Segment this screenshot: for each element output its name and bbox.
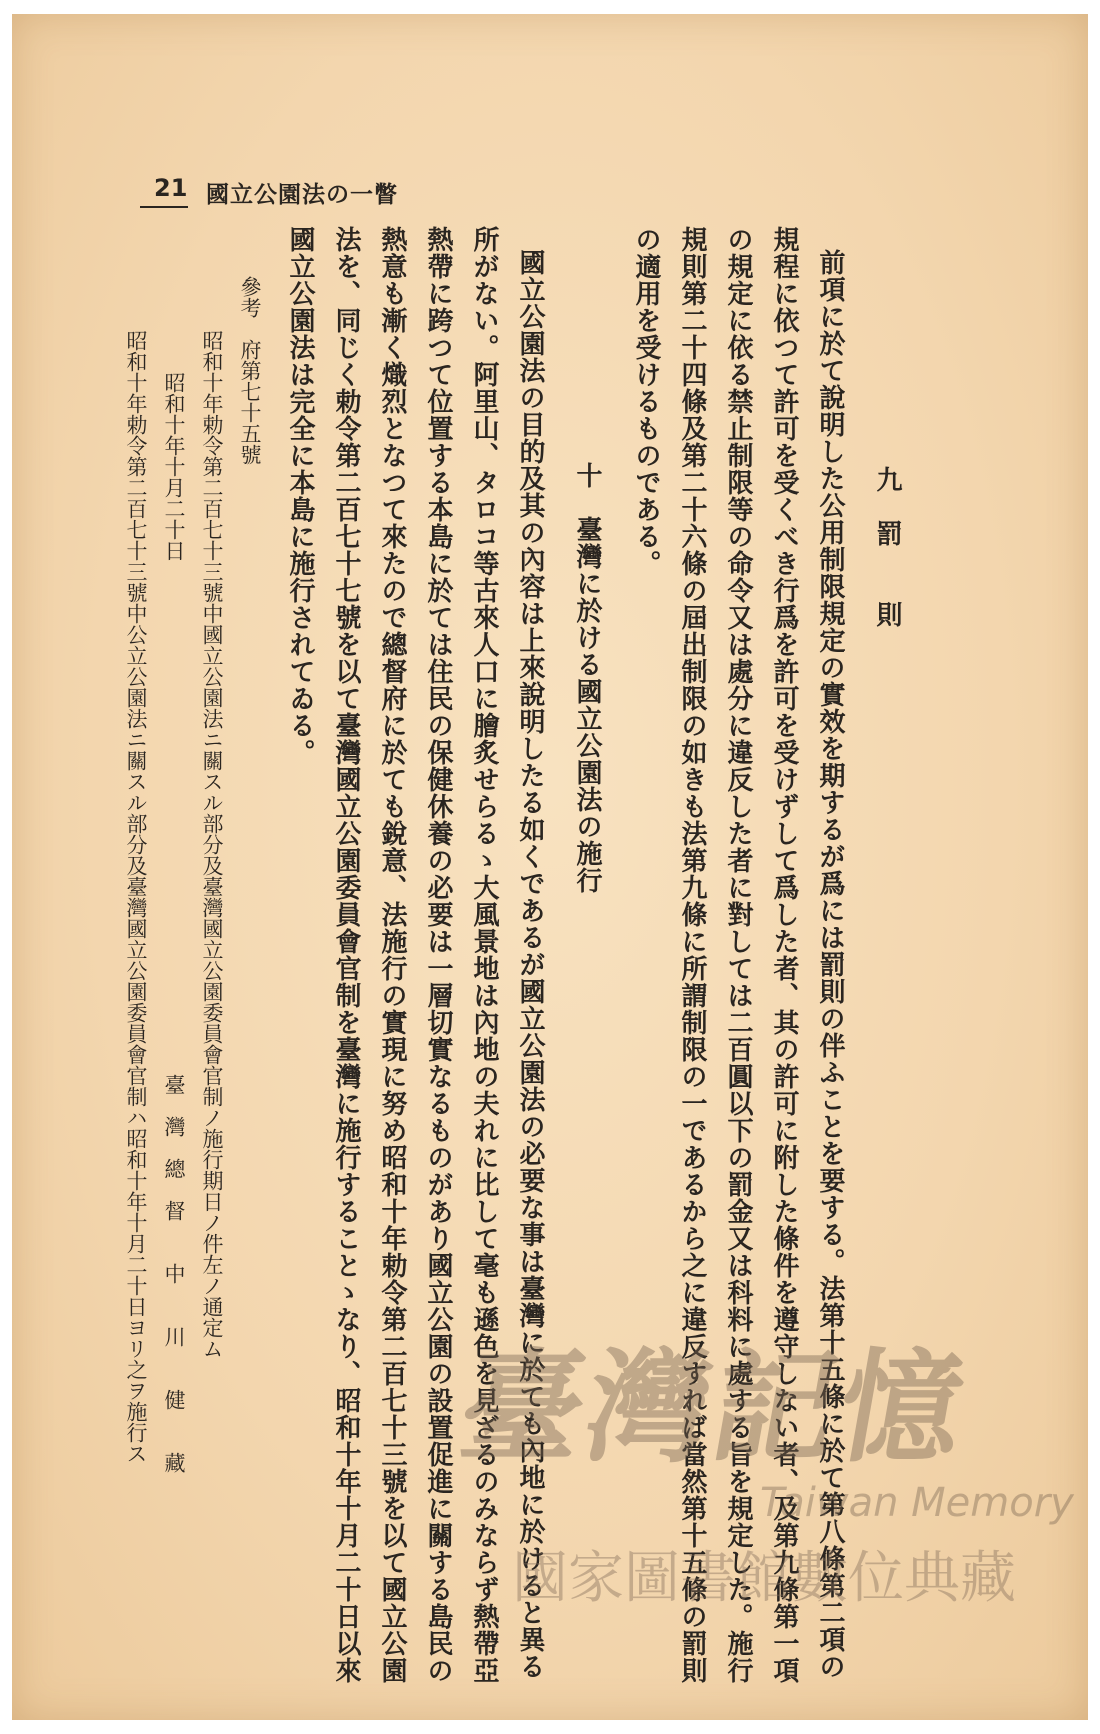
section-9-line-3: の規定に依る禁止制限等の命令又は處分に違反した者に對しては二百圓以下の罰金又は科料に處する旨を規定した。施行 bbox=[723, 226, 753, 1684]
section-9-line-4: 規則第二十四條及第二十六條の屆出制限の如きも法第九條に所謂制限の一であるから之に違反すれば當然第十五條の罰則 bbox=[677, 226, 707, 1684]
page-header bbox=[140, 174, 400, 208]
watermark-logo-text: 臺灣記憶 bbox=[449, 1335, 980, 1479]
section-9-heading: 九 罰 則 bbox=[872, 466, 902, 628]
reference-label: 參考 府第七十五號 bbox=[238, 276, 262, 465]
section-9-line-1: 前項に於て說明した公用制限規定の實效を期するが爲には罰則の伴ふことを要する。法第十五條に於て第八條第二項の bbox=[815, 249, 845, 1680]
section-10-line-1: 國立公園法の目的及其の內容は上來說明したる如くであるが國立公園法の必要な事は臺灣に於ても內地に於けると異る bbox=[515, 249, 545, 1680]
section-10-line-2: 所がない。阿里山、タロコ等古來人口に膾炙せらるゝ大風景地は內地の夫れに比して毫も遜色を見ざるのみならず熱帶亞 bbox=[469, 226, 499, 1684]
section-10-line-5: 法を、同じく勅令第二百七十七號を以て臺灣國立公園委員會官制を臺灣に施行することゝなり、昭和十年十月二十日以來 bbox=[331, 226, 361, 1684]
section-9-line-5: の適用を受けるものである。 bbox=[631, 226, 661, 577]
section-10-line-3: 熱帶に跨つて位置する本島に於ては住民の保健休養の必要は一層切實なるものがあり國立公園の設置促進に關する島民の bbox=[423, 226, 453, 1684]
reference-ordinance-line: 昭和十年勅令第二百七十三號中國立公園法ニ關スル部分及臺灣國立公園委員會官制ノ施行期日ノ件左ノ通定ム bbox=[200, 330, 224, 1359]
page-number: 21 bbox=[154, 174, 188, 202]
document-page bbox=[12, 14, 1088, 1720]
section-10-line-6: 國立公園法は完全に本島に施行されてゐる。 bbox=[285, 226, 315, 766]
reference-signature: 臺 灣 總 督 中 川 健 藏 bbox=[162, 1074, 186, 1473]
reference-final-line: 昭和十年勅令第二百七十三號中公立公園法ニ關スル部分及臺灣國立公園委員會官制ハ昭和十年十月二十日ヨリ之ヲ施行ス bbox=[124, 330, 148, 1464]
watermark-english: Taiwan Memory bbox=[760, 1480, 1074, 1526]
watermark-library-name: 國家圖書館數位典藏 bbox=[512, 1546, 1016, 1611]
header-rule bbox=[140, 206, 188, 208]
running-title: 國立公園法の一瞥 bbox=[206, 181, 398, 208]
reference-date: 昭和十年十月二十日 bbox=[162, 372, 186, 561]
section-9-line-2: 規程に依つて許可を受くべき行爲を許可を受けずして爲した者、其の許可に附した條件を遵守しない者、及第九條第一項 bbox=[769, 226, 799, 1684]
section-10-heading: 十 臺灣に於ける國立公園法の施行 bbox=[572, 462, 602, 894]
section-10-line-4: 熱意も漸く熾烈となつて來たので總督府に於ても銳意、法施行の實現に努め昭和十年勅令第二百七十三號を以て國立公園 bbox=[377, 226, 407, 1684]
